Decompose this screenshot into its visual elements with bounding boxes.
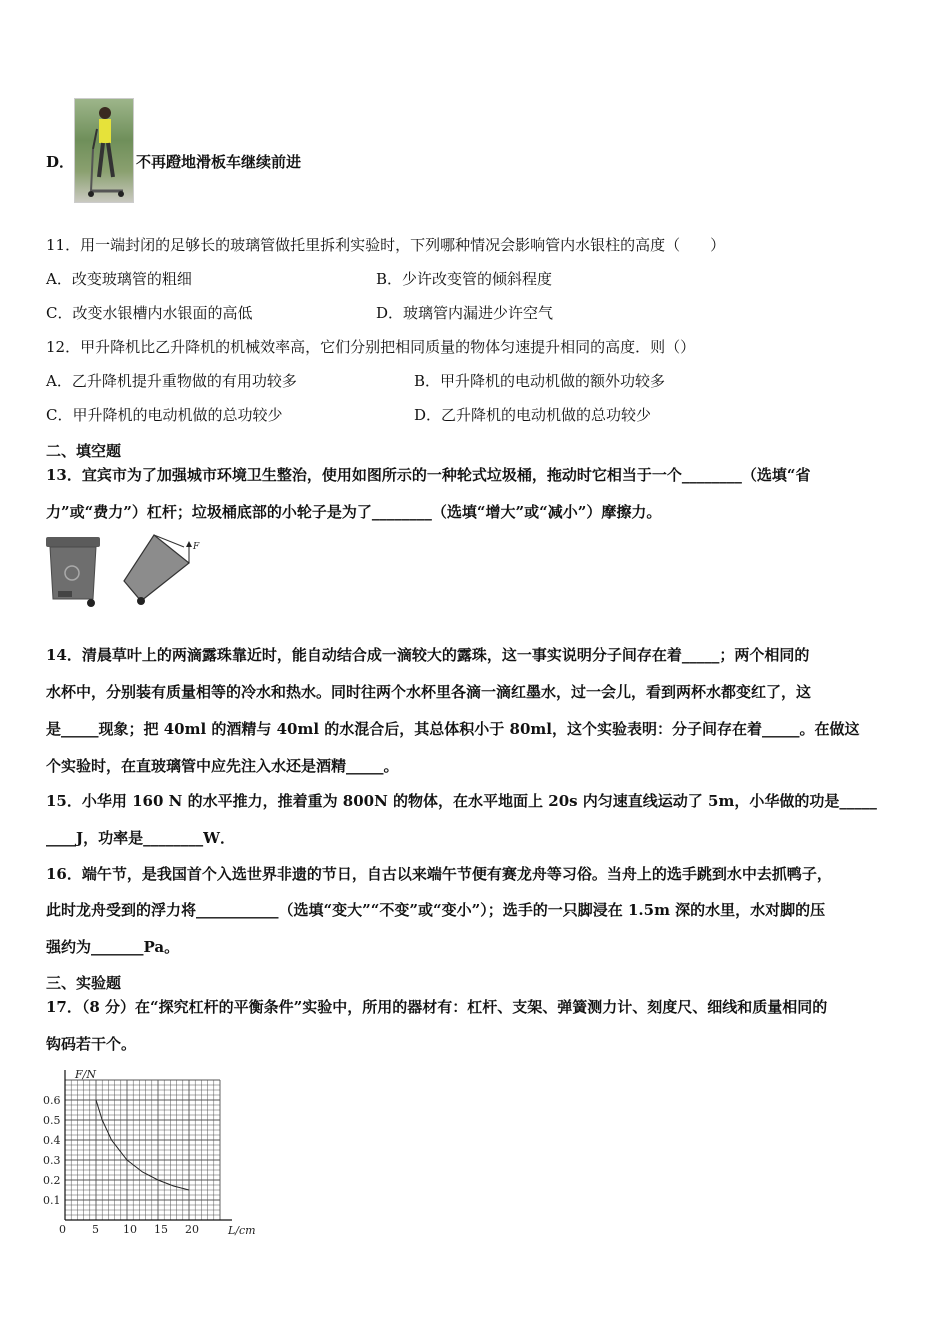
section-fill-blank-heading: 二、填空题 <box>46 442 122 460</box>
q17-line1: 17．（8 分）在“探究杠杆的平衡条件”实验中，所用的器材有：杠杆、支架、弹簧测力计、刻度尺、细线和质量相同的 <box>46 998 828 1016</box>
q11-option-c: C．改变水银槽内水银面的高低 <box>46 304 253 322</box>
q11-option-b: B．少许改变管的倾斜程度 <box>376 270 553 288</box>
q15-line1: 15．小华用 160 N 的水平推力，推着重为 800N 的物体，在水平地面上 20s 内匀速直线运动了 5m，小华做的功是_____ <box>46 792 877 810</box>
q14-line2: 水杯中，分别装有质量相等的冷水和热水。同时往两个水杯里各滴一滴红墨水，过一会儿，看到两杯水都变红了，这 <box>46 683 812 701</box>
q10-option-d-label: D． <box>46 153 75 171</box>
y-tick-label: 0.6 <box>43 1094 61 1107</box>
q14-line4: 个实验时，在直玻璃管中应先注入水还是酒精_____。 <box>46 757 399 775</box>
x-tick-label: 5 <box>92 1223 99 1236</box>
force-label: F <box>193 542 200 552</box>
trash-bin-figure <box>44 533 204 611</box>
q13-line2: 力”或“费力”）杠杆；垃圾桶底部的小轮子是为了________（选填“增大”或“减小”）摩擦力。 <box>46 503 662 521</box>
q12-option-b: B．甲升降机的电动机做的额外功较多 <box>414 372 666 390</box>
q12-option-d: D．乙升降机的电动机做的总功较少 <box>414 406 652 424</box>
y-tick-label: 0.1 <box>43 1194 61 1207</box>
x-tick-label: 15 <box>154 1223 168 1236</box>
x-tick-label: 10 <box>123 1223 137 1236</box>
x-tick-label: 20 <box>185 1223 199 1236</box>
force-length-chart <box>40 1060 270 1240</box>
y-tick-label: 0.2 <box>43 1174 61 1187</box>
y-tick-label: 0.5 <box>43 1114 61 1127</box>
q11-option-d: D．玻璃管内漏进少许空气 <box>376 304 554 322</box>
y-tick-label: 0.3 <box>43 1154 61 1167</box>
q12-stem: 12．甲升降机比乙升降机的机械效率高，它们分别把相同质量的物体匀速提升相同的高度．则（） <box>46 338 696 356</box>
q12-option-a: A．乙升降机提升重物做的有用功较多 <box>46 372 297 390</box>
q16-line2: 此时龙舟受到的浮力将___________（选填“变大”“不变”或“变小”）；选手的一只脚浸在 1.5m 深的水里，水对脚的压 <box>46 901 826 919</box>
scooter-photo <box>74 98 134 203</box>
q14-line1: 14．清晨草叶上的两滴露珠靠近时，能自动结合成一滴较大的露珠，这一事实说明分子间存在着_____；两个相同的 <box>46 646 810 664</box>
q12-option-c: C．甲升降机的电动机做的总功较少 <box>46 406 283 424</box>
q17-line2: 钩码若干个。 <box>46 1035 137 1053</box>
q10-option-d-text: 不再蹬地滑板车继续前进 <box>136 153 302 171</box>
section-experiment-heading: 三、实验题 <box>46 974 122 992</box>
y-tick-label: 0.4 <box>43 1134 61 1147</box>
q11-option-a: A．改变玻璃管的粗细 <box>46 270 192 288</box>
q16-line1: 16．端午节，是我国首个入选世界非遗的节日，自古以来端午节便有赛龙舟等习俗。当舟上的选手跳到水中去抓鸭子， <box>46 865 832 883</box>
q15-line2: ____J，功率是________W． <box>46 829 235 847</box>
q16-line3: 强约为_______Pa。 <box>46 938 180 956</box>
y-axis-label: F/N <box>75 1068 96 1081</box>
q14-line3: 是_____现象；把 40ml 的酒精与 40ml 的水混合后，其总体积小于 80ml，这个实验表明：分子间存在着_____。在做这 <box>46 720 860 738</box>
origin-label: 0 <box>59 1223 66 1236</box>
x-axis-label: L/cm <box>228 1224 256 1237</box>
q13-line1: 13．宜宾市为了加强城市环境卫生整治，使用如图所示的一种轮式垃圾桶，拖动时它相当于一个________（选填“省 <box>46 466 811 484</box>
q11-stem: 11．用一端封闭的足够长的玻璃管做托里拆利实验时，下列哪种情况会影响管内水银柱的高度（ ） <box>46 236 726 254</box>
